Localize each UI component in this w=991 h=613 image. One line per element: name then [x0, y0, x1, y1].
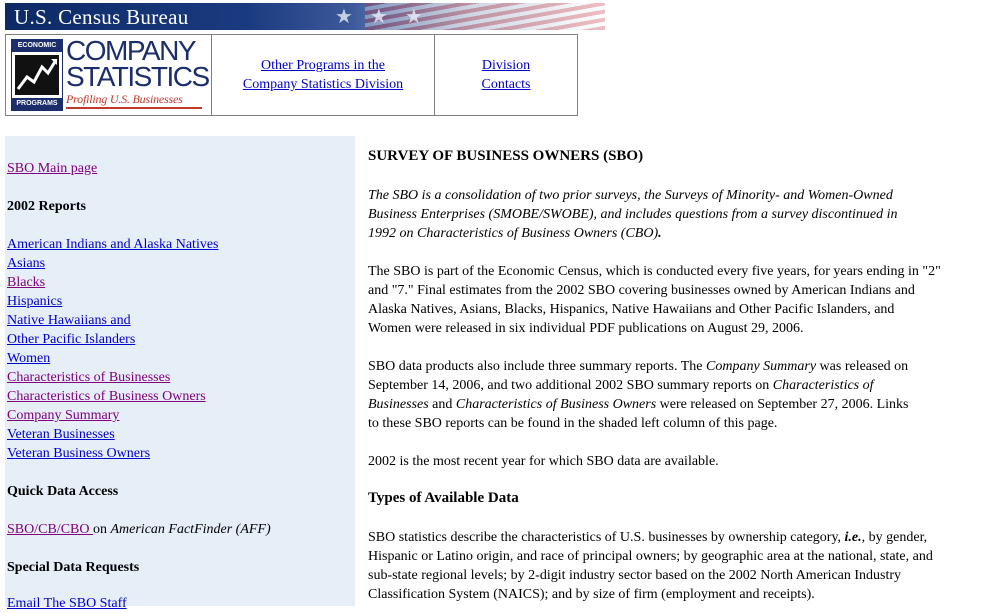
sidebar-link-pacific-islanders[interactable]: Other Pacific Islanders	[7, 332, 136, 347]
division-contacts-cell	[435, 35, 577, 115]
chart-graph-icon	[15, 55, 59, 95]
sidebar-link-women[interactable]: Women	[7, 351, 51, 366]
economic-programs-icon	[11, 39, 63, 111]
reports-heading: 2002 Reports	[7, 199, 86, 214]
sbo-cb-cbo-link[interactable]: SBO/CB/CBO	[7, 522, 93, 537]
census-banner[interactable]	[5, 3, 605, 30]
aff-on-text: on	[92, 522, 111, 537]
summary-reports-paragraph: SBO data products also include three summary reports. The Company Summary was released on September 14, 2006, and two additional 2002 SBO summary reports on Characteristics of Businesses and Characteristics of Business Owners were released on September 27, 2006. Links to these SBO reports can be found in the shaded left column of this page.	[368, 359, 909, 431]
special-requests-heading: Special Data Requests	[7, 560, 140, 575]
company-statistics-logo[interactable]	[6, 35, 212, 115]
recent-year-paragraph: 2002 is the most recent year for which SBO data are available.	[368, 454, 719, 469]
sidebar-link-veteran-business-owners[interactable]: Veteran Business Owners	[7, 446, 151, 461]
logo-icon-top-label: ECONOMIC	[12, 40, 62, 52]
sidebar-link-characteristics-businesses[interactable]: Characteristics of Businesses	[7, 370, 171, 385]
economic-census-paragraph: The SBO is part of the Economic Census, which is conducted every five years, for years ending in "2" and "7." Final estimates from the 2002 SBO covering businesses owned by American Indians and Alaska Natives, Asians, Blacks, Hispanics, Native Hawaiians and Other Pacific Islanders, and Women were released in six individual PDF publications on August 29, 2006.	[368, 264, 941, 336]
sidebar-link-company-summary[interactable]: Company Summary	[7, 408, 120, 423]
types-of-data-heading: Types of Available Data	[368, 490, 519, 506]
american-factfinder-text: American FactFinder (AFF)	[110, 522, 271, 537]
flag-stars: ★ ★ ★	[335, 6, 429, 28]
intro-paragraph: The SBO is a consolidation of two prior surveys, the Surveys of Minority- and Women-Owned Business Enterprises (SMOBE/SWOBE), and includes questions from a survey discontinued in 1992 on Characteristics of Business Owners (CBO).	[368, 188, 898, 241]
other-programs-cell	[212, 35, 435, 115]
sbo-main-page-link[interactable]: SBO Main page	[7, 161, 98, 176]
sidebar-link-asians[interactable]: Asians	[7, 256, 46, 271]
logo-underline	[66, 107, 202, 109]
sidebar-link-characteristics-owners[interactable]: Characteristics of Business Owners	[7, 389, 206, 404]
aff-line	[7, 520, 271, 539]
division-contacts-link[interactable]: Division Contacts	[481, 58, 531, 92]
header-table	[5, 34, 578, 116]
sidebar-link-american-indians[interactable]: American Indians and Alaska Natives	[7, 237, 219, 252]
other-programs-link[interactable]: Other Programs in the Company Statistics Division	[242, 58, 404, 92]
email-sbo-staff-link[interactable]: Email The SBO Staff	[7, 596, 127, 611]
sidebar-link-veteran-businesses[interactable]: Veteran Businesses	[7, 427, 115, 442]
sidebar-link-hispanics[interactable]: Hispanics	[7, 294, 63, 309]
logo-statistics-text: STATISTICS	[66, 61, 209, 92]
statistics-description-paragraph: SBO statistics describe the characteristics of U.S. businesses by ownership category, i.e., by gender, Hispanic or Latino origin, and race of principal owners; by geographic area at the national, state, and sub-state regional levels; by 2-digit industry sector based on the 2002 North American Industry Classification System (NAICS); and by size of firm (employment and receipts).	[368, 530, 933, 602]
logo-tagline: Profiling U.S. Businesses	[66, 92, 183, 106]
census-bureau-title[interactable]: U.S. Census Bureau	[14, 5, 189, 29]
left-sidebar	[5, 136, 355, 611]
sidebar-link-blacks[interactable]: Blacks	[7, 275, 46, 290]
logo-icon-bottom-label: PROGRAMS	[12, 98, 62, 110]
sidebar-link-native-hawaiians[interactable]: Native Hawaiians and	[7, 313, 131, 328]
page-title: SURVEY OF BUSINESS OWNERS (SBO)	[368, 148, 644, 164]
logo-company-text: COMPANY	[66, 35, 195, 66]
quick-data-heading: Quick Data Access	[7, 484, 119, 499]
